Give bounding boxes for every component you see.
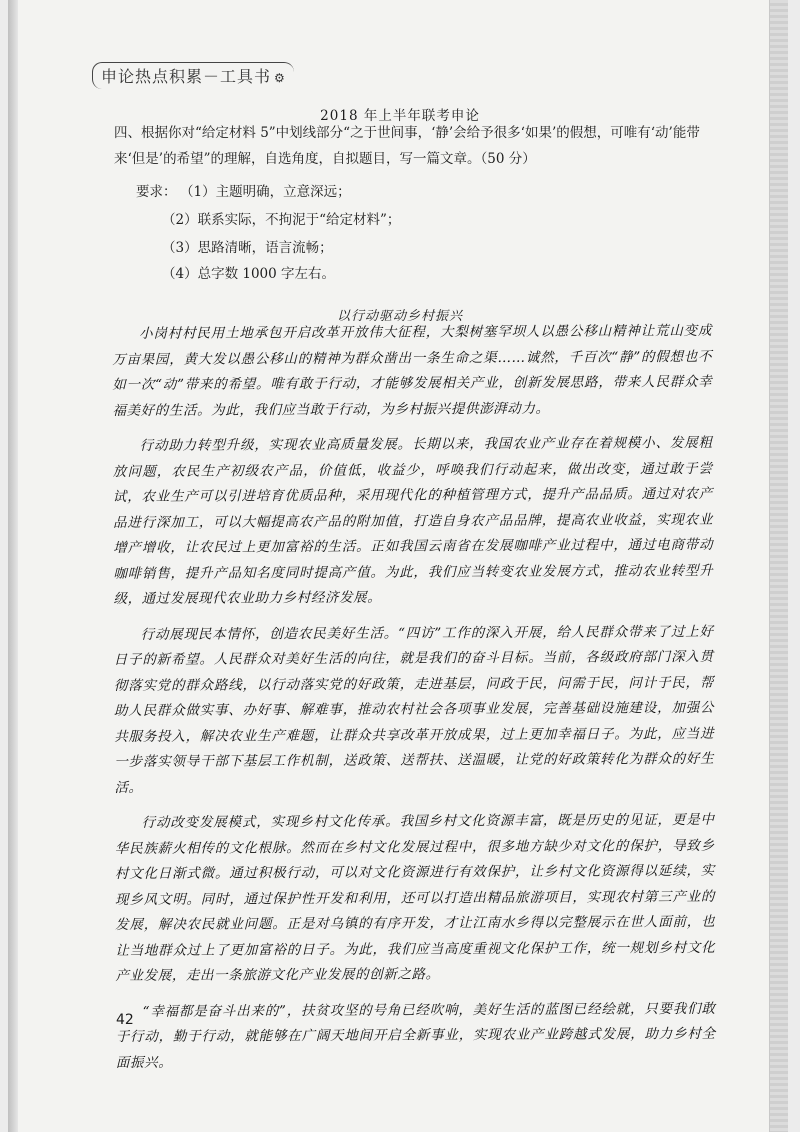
essay-title: 以行动驱动乡村振兴 [336,309,463,324]
book-header-label: 申论热点积累－工具书 [101,67,272,86]
essay-paragraph: 行动助力转型升级，实现农业高质量发展。长期以来，我国农业产业存在着规模小、发展粗放问题，农民生产初级农产品，价值低，收益少，呼唤我们行动起来，做出改变，通过敢于尝试，农业生产可以引进培育优质品种，采用现代化的种植管理方式，提升产品品质。通过对农产品进行深加工，可以大幅提高农产品的附加值，打造自身农产品品牌，提高农业收益，实现农业增产增收，让农民过上更加富裕的生活。正如我国云南省在发展咖啡产业过程中，通过电商带动咖啡销售，提升产品知名度同时提高产值。为此，我们应当转变农业发展方式，推动农业转型升级，通过发展现代农业助力乡村经济发展。 [112,434,714,607]
page-number: 42 [116,1012,134,1028]
requirements-label: 要求： [136,184,177,200]
exam-title: 2018 年上半年联考申论 [320,108,480,124]
requirement-item: （3）思路清晰，语言流畅； [162,240,333,256]
page-left-edge [8,0,18,1132]
requirement-item: （2）联系实际，不拘泥于“给定材料”； [162,212,401,228]
page-right-edge [769,0,788,1132]
gear-icon: ⚙ [274,71,286,85]
essay-body [112,319,716,1086]
requirement-item: （1）主题明确，立意深远； [180,184,351,200]
essay-paragraph: 小岗村村民用土地承包开启改革开放伟大征程，大梨树塞罕坝人以愚公移山精神让荒山变成万亩果园，黄大发以愚公移山的精神为群众凿出一条生命之渠……诚然，千百次“静”的假想也不如一次“动”带来的希望。唯有敢于行动，才能够发展相关产业，创新发展思路，带来人民群众幸福美好的生活。为此，我们应当敢于行动，为乡村振兴提供澎湃动力。 [112,322,713,419]
requirement-item: （4）总字数 1000 字左右。 [162,266,336,282]
question-prompt: 四、根据你对“给定材料 5”中划线部分“之于世间事，‘静’会给予很多‘如果’的假想，可唯有‘动’能带来‘但是’的希望”的理解，自选角度，自拟题目，写一篇文章。（50 分） [114,125,700,167]
essay-paragraph: “幸福都是奋斗出来的”，扶贫攻坚的号角已经吹响，美好生活的蓝图已经绘就，只要我们敢于行动，勤于行动，就能够在广阔天地间开启全新事业，实现农业产业跨越式发展，助力乡村全面振兴。 [115,1000,716,1071]
essay-paragraph: 行动展现民本情怀，创造农民美好生活。“四访”工作的深入开展，给人民群众带来了过上好日子的新希望。人民群众对美好生活的向往，就是我们的奋斗目标。当前，各级政府部门深入贯彻落实党的群众路线，以行动落实党的好政策，走进基层，问政于民，问需于民，问计于民，帮助人民群众做实事、办好事、解难事，推动农村社会各项事业发展，完善基础设施建设，加强公共服务投入，解决农业生产难题，让群众共享改革开放成果，过上更加幸福日子。为此，应当进一步落实领导干部下基层工作机制，送政策、送帮扶、送温暖，让党的好政策转化为群众的好生活。 [113,623,715,796]
essay-paragraph: 行动改变发展模式，实现乡村文化传承。我国乡村文化资源丰富，既是历史的见证，更是中华民族薪火相传的文化根脉。然而在乡村文化发展过程中，很多地方缺少对文化的保护，导致乡村文化日渐式微。通过积极行动，可以对文化资源进行有效保护，让乡村文化资源得以延续，实现乡风文明。同时，通过保护性开发和利用，还可以打造出精品旅游项目，实现农村第三产业的发展，解决农民就业问题。正是对乌镇的有序开发，才让江南水乡得以完整展示在世人面前，也让当地群众过上了更加富裕的日子。为此，我们应当高度重视文化保护工作，统一规划乡村文化产业发展，走出一条旅游文化产业发展的创新之路。 [114,811,716,984]
book-header-tag [92,62,294,89]
